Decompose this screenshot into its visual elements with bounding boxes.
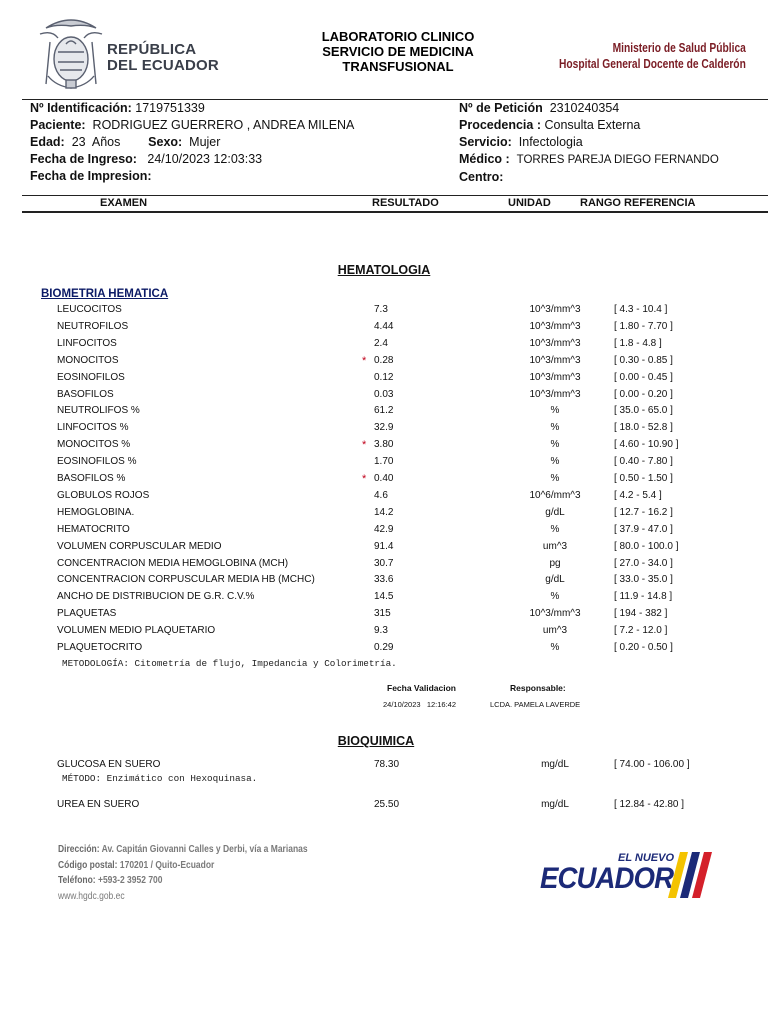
result-unit: 10^3/mm^3: [529, 388, 581, 400]
footer-contact: [58, 842, 308, 904]
table-row: [0, 456, 768, 473]
flag-stripes-icon: [666, 852, 718, 898]
postal-line: [58, 858, 308, 874]
result-name: NEUTROFILOS: [57, 320, 129, 332]
result-value: 91.4: [374, 540, 394, 552]
admission-line: [30, 151, 354, 168]
ministry-line-2: Hospital General Docente de Calderón: [559, 57, 746, 71]
republic-line-1: REPÚBLICA: [107, 41, 197, 58]
result-value: 4.44: [374, 320, 394, 332]
result-name: MONOCITOS: [57, 354, 119, 366]
center-line: [459, 169, 719, 186]
result-name: MONOCITOS %: [57, 439, 131, 451]
validation-time: 12:16:42: [426, 700, 457, 709]
result-value: 14.5: [374, 591, 394, 603]
urea-range: [ 12.84 - 42.80 ]: [614, 799, 685, 810]
result-name: HEMOGLOBINA.: [57, 506, 135, 518]
validation-label: Fecha Validacion: [387, 683, 456, 693]
result-name: NEUTROLIFOS %: [57, 405, 140, 417]
patient-value: RODRIGUEZ GUERRERO , ANDREA MILENA: [92, 118, 355, 132]
result-range: [ 11.9 - 14.8 ]: [614, 591, 673, 603]
result-value: 61.2: [374, 405, 394, 417]
result-range: [ 4.2 - 5.4 ]: [614, 489, 662, 501]
table-row: [0, 405, 768, 422]
result-range: [ 18.0 - 52.8 ]: [614, 422, 673, 434]
patient-line: [30, 117, 354, 134]
urea-row: [0, 799, 768, 816]
postal-label: Código postal:: [58, 859, 118, 871]
result-range: [ 0.40 - 7.80 ]: [614, 456, 673, 468]
abnormal-flag: *: [362, 439, 367, 452]
nuevo-ecuador-logo: [538, 850, 728, 900]
doctor-label: Médico :: [459, 152, 510, 166]
result-unit: %: [550, 456, 560, 468]
result-value: 42.9: [374, 523, 394, 535]
glucose-name: GLUCOSA EN SUERO: [57, 759, 161, 770]
result-name: LEUCOCITOS: [57, 304, 122, 315]
col-result: RESULTADO: [372, 197, 439, 209]
service-label: Servicio:: [459, 135, 512, 149]
result-name: CONCENTRACION MEDIA HEMOGLOBINA (MCH): [57, 557, 289, 569]
republic-line-2: DEL ECUADOR: [107, 57, 219, 74]
table-row: [0, 574, 768, 591]
result-range: [ 37.9 - 47.0 ]: [614, 523, 673, 535]
columns-bottom-divider: [22, 211, 768, 213]
phone-line: [58, 873, 308, 889]
service-line: [459, 134, 719, 151]
age-unit: Años: [91, 135, 121, 149]
result-unit: 10^3/mm^3: [529, 371, 581, 383]
result-value: 0.03: [374, 388, 394, 400]
table-row: [0, 321, 768, 338]
table-row: [0, 642, 768, 659]
col-unit: UNIDAD: [508, 197, 551, 209]
address-line: [58, 842, 308, 858]
result-name: PLAQUETAS: [57, 608, 117, 620]
hematology-methodology: METODOLOGÍA: Citometría de flujo, Impedancia y Colorimetría.: [62, 658, 397, 669]
admission-label: Fecha de Ingreso:: [30, 152, 137, 166]
col-exam: EXAMEN: [100, 197, 148, 209]
table-row: [0, 608, 768, 625]
result-value: 0.29: [374, 642, 394, 653]
result-name: BASOFILOS %: [57, 473, 126, 484]
table-row: [0, 355, 768, 372]
result-range: [ 1.80 - 7.70 ]: [614, 320, 673, 332]
patient-info-right: [459, 100, 719, 186]
result-unit: 10^3/mm^3: [529, 304, 581, 315]
table-row: [0, 304, 768, 321]
urea-name: UREA EN SUERO: [57, 799, 140, 810]
result-value: 32.9: [374, 422, 394, 434]
print-line: [30, 168, 354, 185]
table-row: [0, 558, 768, 575]
result-value: 4.6: [374, 489, 388, 501]
result-unit: g/dL: [545, 574, 565, 586]
urea-unit: mg/dL: [541, 799, 569, 810]
result-value: 33.6: [374, 574, 394, 586]
sex-value: Mujer: [189, 135, 221, 149]
table-row: [0, 507, 768, 524]
admission-value: 24/10/2023 12:03:33: [147, 152, 263, 166]
hematology-title: HEMATOLOGIA: [337, 263, 431, 277]
center-label: Centro:: [459, 170, 504, 184]
result-unit: %: [550, 642, 560, 653]
request-line: [459, 100, 719, 117]
service-value: Infectologia: [518, 135, 583, 149]
age-value: 23: [71, 135, 86, 149]
result-range: [ 194 - 382 ]: [614, 608, 668, 620]
ministry-line-1: Ministerio de Salud Pública: [612, 41, 746, 55]
table-row: [0, 389, 768, 406]
result-value: 9.3: [374, 625, 388, 637]
print-label: Fecha de Impresion:: [30, 169, 152, 183]
table-row: [0, 473, 768, 490]
doctor-value: TORRES PAREJA DIEGO FERNANDO: [516, 154, 719, 166]
result-range: [ 0.00 - 0.20 ]: [614, 388, 673, 400]
patient-info-left: [30, 100, 354, 185]
col-range: RANGO REFERENCIA: [580, 197, 696, 209]
result-unit: %: [550, 439, 560, 451]
result-unit: 10^3/mm^3: [529, 608, 581, 620]
result-name: LINFOCITOS %: [57, 422, 129, 434]
patient-label: Paciente:: [30, 118, 86, 132]
responsible-value: LCDA. PAMELA LAVERDE: [490, 700, 581, 709]
result-range: [ 0.50 - 1.50 ]: [614, 473, 673, 484]
result-value: 1.70: [374, 456, 394, 468]
validation-date: 24/10/2023: [383, 700, 421, 709]
table-row: [0, 541, 768, 558]
result-range: [ 35.0 - 65.0 ]: [614, 405, 673, 417]
result-range: [ 12.7 - 16.2 ]: [614, 506, 673, 518]
glucose-value: 78.30: [374, 759, 400, 770]
table-row: [0, 422, 768, 439]
result-range: [ 33.0 - 35.0 ]: [614, 574, 673, 586]
result-value: 0.28: [374, 354, 394, 366]
columns-top-divider: [22, 195, 768, 196]
result-range: [ 7.2 - 12.0 ]: [614, 625, 668, 637]
origin-value: Consulta Externa: [544, 118, 641, 132]
republic-name: [107, 42, 219, 74]
lab-title-line-1: LABORATORIO CLINICO: [321, 29, 475, 44]
phone-value: +593-2 3952 700: [97, 875, 163, 886]
result-unit: %: [550, 422, 560, 434]
request-label: Nº de Petición: [459, 101, 543, 115]
table-row: [0, 439, 768, 456]
doctor-line: [459, 151, 719, 169]
lab-title-line-3: TRANSFUSIONAL: [342, 59, 454, 74]
result-unit: pg: [549, 557, 561, 569]
result-range: [ 1.8 - 4.8 ]: [614, 337, 662, 349]
address-value: Av. Capitán Giovanni Calles y Derbi, vía a Marianas: [101, 844, 308, 855]
result-range: [ 27.0 - 34.0 ]: [614, 557, 673, 569]
lab-title-line-2: SERVICIO DE MEDICINA: [322, 44, 474, 59]
result-value: 0.40: [374, 473, 394, 484]
coat-of-arms-icon: [36, 14, 106, 94]
result-value: 3.80: [374, 439, 394, 451]
table-row: [0, 372, 768, 389]
ministry-name: [559, 40, 746, 72]
result-value: 14.2: [374, 506, 394, 518]
table-row: [0, 490, 768, 507]
result-unit: 10^3/mm^3: [529, 337, 581, 349]
glucose-method: MÉTODO: Enzimático con Hexoquinasa.: [62, 773, 258, 784]
result-unit: %: [550, 591, 560, 603]
biometry-group-title: BIOMETRIA HEMATICA: [41, 288, 169, 300]
result-name: VOLUMEN MEDIO PLAQUETARIO: [57, 625, 216, 637]
result-unit: 10^3/mm^3: [529, 354, 581, 366]
result-range: [ 4.60 - 10.90 ]: [614, 439, 679, 451]
address-label: Dirección:: [58, 844, 100, 855]
result-value: 315: [374, 608, 391, 620]
result-name: VOLUMEN CORPUSCULAR MEDIO: [57, 540, 222, 552]
brand-big-text: ECUADOR: [540, 862, 674, 895]
result-name: EOSINOFILOS %: [57, 456, 137, 468]
table-row: [0, 338, 768, 355]
result-name: GLOBULOS ROJOS: [57, 489, 150, 501]
abnormal-flag: *: [362, 473, 367, 485]
lab-title: [268, 29, 528, 74]
result-unit: %: [550, 405, 560, 417]
responsible-label: Responsable:: [510, 683, 566, 693]
phone-label: Teléfono:: [58, 875, 96, 886]
postal-value: 170201 / Quito-Ecuador: [119, 859, 215, 871]
table-row: [0, 625, 768, 642]
brand-small-text: EL NUEVO: [618, 852, 675, 864]
table-row: [0, 524, 768, 541]
result-value: 30.7: [374, 557, 394, 569]
website: www.hgdc.gob.ec: [58, 890, 125, 902]
age-line: [30, 134, 354, 151]
table-row: [0, 591, 768, 608]
result-name: BASOFILOS: [57, 388, 114, 400]
biochemistry-title: BIOQUIMICA: [337, 734, 415, 748]
abnormal-flag: *: [362, 354, 367, 367]
result-range: [ 0.00 - 0.45 ]: [614, 371, 673, 383]
urea-value: 25.50: [374, 799, 400, 810]
result-range: [ 80.0 - 100.0 ]: [614, 540, 679, 552]
result-value: 2.4: [374, 337, 388, 349]
result-range: [ 4.3 - 10.4 ]: [614, 304, 668, 315]
sex-label: Sexo:: [148, 135, 183, 149]
age-label: Edad:: [30, 135, 65, 149]
request-value: 2310240354: [549, 101, 620, 115]
result-unit: g/dL: [545, 506, 565, 518]
result-unit: um^3: [542, 625, 568, 637]
result-unit: 10^3/mm^3: [529, 320, 581, 332]
result-unit: %: [550, 473, 560, 484]
result-unit: %: [550, 523, 560, 535]
id-label: Nº Identificación:: [30, 101, 132, 115]
result-name: EOSINOFILOS: [57, 371, 125, 383]
origin-label: Procedencia :: [459, 118, 541, 132]
origin-line: [459, 117, 719, 134]
result-name: HEMATOCRITO: [57, 523, 130, 535]
glucose-unit: mg/dL: [541, 759, 569, 770]
glucose-range: [ 74.00 - 106.00 ]: [614, 759, 690, 770]
result-unit: 10^6/mm^3: [529, 489, 581, 501]
result-range: [ 0.30 - 0.85 ]: [614, 354, 673, 366]
result-value: 7.3: [374, 304, 388, 315]
result-value: 0.12: [374, 371, 394, 383]
validation-datetime: [383, 700, 456, 709]
result-name: PLAQUETOCRITO: [57, 642, 143, 653]
result-range: [ 0.20 - 0.50 ]: [614, 642, 673, 653]
result-unit: um^3: [542, 540, 568, 552]
result-name: CONCENTRACION CORPUSCULAR MEDIA HB (MCHC): [57, 574, 315, 586]
result-name: ANCHO DE DISTRIBUCION DE G.R. C.V.%: [57, 591, 255, 603]
id-line: [30, 100, 354, 117]
id-value: 1719751339: [135, 101, 205, 115]
result-name: LINFOCITOS: [57, 337, 117, 349]
